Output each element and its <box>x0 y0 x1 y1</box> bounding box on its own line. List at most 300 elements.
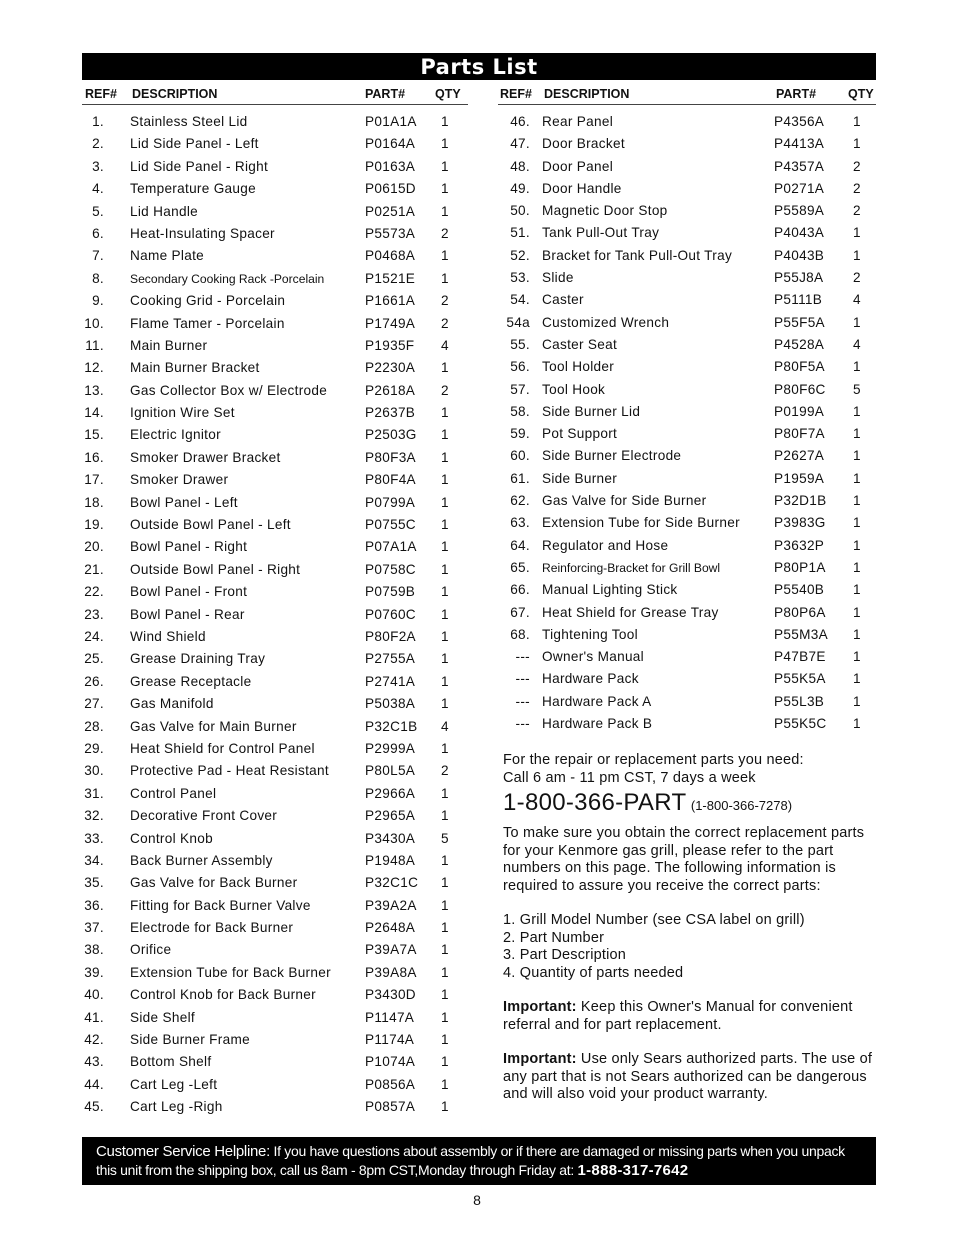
part-ref: 16. <box>84 449 104 465</box>
part-number: P1959A <box>774 470 825 486</box>
part-ref: 18. <box>84 494 104 510</box>
part-description: Bowl Panel - Rear <box>130 606 245 622</box>
part-qty: 1 <box>441 158 449 174</box>
part-description: Electric Ignitor <box>130 427 221 443</box>
part-ref: 22. <box>84 584 104 600</box>
part-qty: 5 <box>441 830 449 846</box>
part-number: P5038A <box>365 696 416 712</box>
part-description: Door Handle <box>542 180 622 196</box>
part-description: Door Bracket <box>542 136 625 152</box>
part-ref: 44. <box>84 1076 104 1092</box>
table-row <box>498 603 876 625</box>
part-description: Gas Valve for Main Burner <box>130 718 297 734</box>
part-description: Side Burner Electrode <box>542 448 682 464</box>
instruction-item: 2. Part Number <box>503 929 605 946</box>
part-number: P3632P <box>774 537 825 553</box>
part-description: Gas Manifold <box>130 696 214 712</box>
table-row <box>498 402 876 424</box>
part-ref: 11. <box>85 337 104 353</box>
part-number: P2965A <box>365 808 416 824</box>
part-qty: 1 <box>441 248 449 264</box>
part-description: Lid Side Panel - Right <box>130 158 269 174</box>
part-number: P4413A <box>774 136 825 152</box>
part-ref: 37. <box>84 920 104 936</box>
part-number: P1074A <box>365 1054 416 1070</box>
part-ref: 23. <box>84 606 104 622</box>
part-description: Tank Pull-Out Tray <box>542 225 660 241</box>
part-number: P2627A <box>774 448 825 464</box>
part-ref: 60. <box>510 448 530 464</box>
part-number: P80P1A <box>774 559 826 575</box>
instructions-intro: To make sure you obtain the correct replacement parts for your Kenmore gas grill, please refer to the part numbers on this page. The following information is required to assure you receive the correct parts: <box>503 825 865 894</box>
part-number: P0856A <box>365 1076 416 1092</box>
important-note-1 <box>503 999 875 1034</box>
part-qty: 1 <box>441 852 449 868</box>
part-number: P80F2A <box>365 628 416 644</box>
part-qty: 1 <box>441 203 449 219</box>
part-qty: 1 <box>853 693 861 709</box>
part-qty: 1 <box>441 897 449 913</box>
table-row <box>82 425 468 447</box>
part-number: P39A2A <box>365 897 417 913</box>
table-row <box>82 493 468 515</box>
part-qty: 1 <box>441 1054 449 1070</box>
part-description: Flame Tamer - Porcelain <box>130 315 285 331</box>
part-ref: 33. <box>84 830 104 846</box>
part-description: Extension Tube for Side Burner <box>542 515 740 531</box>
part-qty: 1 <box>853 448 861 464</box>
part-qty: 1 <box>441 517 449 533</box>
table-row <box>498 491 876 513</box>
part-description: Name Plate <box>130 248 205 264</box>
part-ref: 17. <box>84 472 104 488</box>
part-qty: 1 <box>853 493 861 509</box>
table-row <box>82 560 468 582</box>
parts-table-right <box>498 86 876 736</box>
table-row <box>498 268 876 290</box>
part-number: P4528A <box>774 336 825 352</box>
part-ref: 39. <box>84 964 104 980</box>
part-number: P2637B <box>365 405 416 421</box>
table-row <box>82 224 468 246</box>
header-part: PART# <box>776 87 817 101</box>
part-ref: 4. <box>92 181 104 197</box>
instruction-item: 4. Quantity of parts needed <box>503 964 684 981</box>
part-number: P55M3A <box>774 626 828 642</box>
important-label: Important: <box>503 1051 577 1067</box>
part-qty: 1 <box>441 449 449 465</box>
part-number: P32C1B <box>365 718 418 734</box>
part-number: P0760C <box>365 606 416 622</box>
table-row <box>82 358 468 380</box>
table-row <box>498 669 876 691</box>
part-number: P1174A <box>365 1032 415 1048</box>
part-number: P47B7E <box>774 649 826 665</box>
parts-list-right <box>498 112 876 736</box>
part-number: P80P6A <box>774 604 826 620</box>
header-description: DESCRIPTION <box>544 87 630 101</box>
part-ref: 59. <box>510 426 530 442</box>
part-description: Caster <box>542 292 584 308</box>
table-row <box>498 580 876 602</box>
table-row <box>498 558 876 580</box>
part-qty: 1 <box>441 1009 449 1025</box>
table-row <box>498 714 876 736</box>
part-ref: 61. <box>510 470 530 486</box>
important-label: Important: <box>503 999 577 1015</box>
part-description: Control Knob <box>130 830 213 846</box>
part-number: P2503G <box>365 427 417 443</box>
part-qty: 1 <box>441 875 449 891</box>
repair-phone-numeric: (1-800-366-7278) <box>690 798 793 813</box>
table-header <box>82 86 468 105</box>
part-description: Control Panel <box>130 785 217 801</box>
part-qty: 1 <box>853 626 861 642</box>
part-number: P0755C <box>365 517 416 533</box>
table-row <box>82 918 468 940</box>
part-ref: 46. <box>510 114 530 129</box>
part-ref: 34. <box>84 852 104 868</box>
table-row <box>498 246 876 268</box>
part-number: P0164A <box>365 136 416 152</box>
table-row <box>82 761 468 783</box>
part-number: P32C1C <box>365 875 419 891</box>
part-qty: 4 <box>853 292 861 308</box>
table-row <box>82 963 468 985</box>
part-description: Side Burner Lid <box>542 403 641 419</box>
parts-table-left <box>82 86 468 1120</box>
part-qty: 1 <box>441 360 449 376</box>
part-ref: 26. <box>84 673 104 689</box>
part-ref: 53. <box>510 270 530 286</box>
part-description: Caster Seat <box>542 336 618 352</box>
table-row <box>82 739 468 761</box>
part-number: P55K5A <box>774 671 826 687</box>
part-ref: 41. <box>84 1009 104 1025</box>
part-ref: 62. <box>510 493 530 509</box>
helpline-phone: 1-888-317-7642 <box>577 1162 689 1179</box>
part-ref: 25. <box>84 651 104 667</box>
part-ref: 68. <box>510 626 530 642</box>
part-ref: 57. <box>510 381 530 397</box>
part-number: P4357A <box>774 158 825 174</box>
table-row <box>82 806 468 828</box>
part-description: Owner's Manual <box>542 649 644 665</box>
part-number: P4356A <box>774 114 825 129</box>
part-description: Tool Hook <box>542 381 606 397</box>
table-row <box>82 202 468 224</box>
table-row <box>498 469 876 491</box>
part-number: P0799A <box>365 494 416 510</box>
part-qty: 1 <box>441 494 449 510</box>
part-description: Smoker Drawer <box>130 472 229 488</box>
part-ref: 67. <box>510 604 530 620</box>
table-row <box>82 314 468 336</box>
table-row <box>82 582 468 604</box>
part-number: P0271A <box>774 180 825 196</box>
part-description: Lid Side Panel - Left <box>130 136 259 152</box>
part-qty: 2 <box>441 763 449 779</box>
table-row <box>82 448 468 470</box>
part-number: P0163A <box>365 158 416 174</box>
part-qty: 1 <box>441 1076 449 1092</box>
table-header <box>498 86 876 105</box>
part-number: P5111B <box>774 292 823 308</box>
part-description: Secondary Cooking Rack -Porcelain <box>130 271 325 286</box>
part-number: P2966A <box>365 785 416 801</box>
table-row <box>82 336 468 358</box>
part-number: P2999A <box>365 740 416 756</box>
part-number: P3430A <box>365 830 416 846</box>
page-title: Parts List <box>82 53 876 80</box>
part-number: P1935F <box>365 337 415 353</box>
part-description: Outside Bowl Panel - Left <box>130 517 291 533</box>
header-part: PART# <box>365 87 406 101</box>
table-row <box>498 692 876 714</box>
part-qty: 5 <box>853 381 861 397</box>
part-qty: 1 <box>441 740 449 756</box>
table-row <box>82 717 468 739</box>
parts-list-left <box>82 112 468 1120</box>
part-description: Hardware Pack A <box>542 693 652 709</box>
part-description: Cart Leg -Righ <box>130 1099 223 1115</box>
part-number: P2741A <box>365 673 416 689</box>
part-description: Stainless Steel Lid <box>130 114 248 129</box>
part-number: P0759B <box>365 584 416 600</box>
part-description: Grease Receptacle <box>130 673 252 689</box>
part-qty: 2 <box>853 270 861 286</box>
part-ref: 27. <box>84 696 104 712</box>
part-ref: 36. <box>84 897 104 913</box>
part-qty: 1 <box>853 582 861 598</box>
part-description: Decorative Front Cover <box>130 808 278 824</box>
part-description: Heat Shield for Control Panel <box>130 740 315 756</box>
part-number: P0199A <box>774 403 825 419</box>
part-ref: 51. <box>510 225 530 241</box>
part-ref: 52. <box>510 247 530 263</box>
part-number: P32D1B <box>774 493 827 509</box>
table-row <box>82 605 468 627</box>
part-number: P80F6C <box>774 381 826 397</box>
part-number: P0251A <box>365 203 416 219</box>
part-ref: 30. <box>84 763 104 779</box>
part-qty: 1 <box>853 314 861 330</box>
part-ref: 24. <box>84 628 104 644</box>
part-number: P2230A <box>365 360 416 376</box>
part-ref: 14. <box>84 405 104 421</box>
table-row <box>82 403 468 425</box>
table-row <box>82 515 468 537</box>
part-description: Lid Handle <box>130 203 198 219</box>
part-ref: --- <box>515 716 530 732</box>
part-number: P55K5C <box>774 716 827 732</box>
part-qty: 1 <box>441 539 449 555</box>
table-row <box>82 985 468 1007</box>
part-ref: 29. <box>84 740 104 756</box>
part-ref: 32. <box>84 808 104 824</box>
part-ref: 2. <box>92 136 104 152</box>
part-number: P80F7A <box>774 426 825 442</box>
part-description: Electrode for Back Burner <box>130 920 294 936</box>
part-ref: 1. <box>92 114 104 129</box>
part-number: P39A8A <box>365 964 417 980</box>
part-ref: 28. <box>84 718 104 734</box>
table-row <box>82 784 468 806</box>
part-qty: 1 <box>853 671 861 687</box>
part-ref: 19. <box>84 517 104 533</box>
part-description: Cooking Grid - Porcelain <box>130 293 286 309</box>
part-qty: 2 <box>441 225 449 241</box>
table-row <box>82 1030 468 1052</box>
part-qty: 1 <box>441 427 449 443</box>
table-row <box>82 627 468 649</box>
part-qty: 2 <box>441 293 449 309</box>
part-ref: 63. <box>510 515 530 531</box>
table-row <box>82 470 468 492</box>
part-ref: 8. <box>92 270 104 286</box>
part-description: Protective Pad - Heat Resistant <box>130 763 329 779</box>
table-row <box>498 424 876 446</box>
part-number: P1661A <box>365 293 416 309</box>
part-number: P80L5A <box>365 763 416 779</box>
part-ref: 35. <box>84 875 104 891</box>
part-qty: 1 <box>853 426 861 442</box>
part-qty: 1 <box>853 559 861 575</box>
page-number: 8 <box>473 1192 481 1208</box>
part-qty: 1 <box>853 470 861 486</box>
part-qty: 1 <box>853 537 861 553</box>
part-description: Door Panel <box>542 158 614 174</box>
table-row <box>82 246 468 268</box>
part-description: Bowl Panel - Front <box>130 584 248 600</box>
part-ref: 49. <box>510 180 530 196</box>
part-description: Rear Panel <box>542 114 614 129</box>
table-row <box>82 1008 468 1030</box>
part-ref: 6. <box>92 225 104 241</box>
part-qty: 1 <box>853 604 861 620</box>
part-number: P0615D <box>365 181 416 197</box>
part-qty: 2 <box>441 382 449 398</box>
part-qty: 1 <box>853 515 861 531</box>
part-description: Bowl Panel - Left <box>130 494 238 510</box>
table-row <box>82 537 468 559</box>
table-row <box>82 1075 468 1097</box>
table-row <box>498 157 876 179</box>
part-number: P07A1A <box>365 539 417 555</box>
part-ref: 45. <box>84 1099 104 1115</box>
part-qty: 4 <box>441 718 449 734</box>
part-qty: 2 <box>441 315 449 331</box>
part-description: Smoker Drawer Bracket <box>130 449 281 465</box>
table-row <box>82 134 468 156</box>
part-qty: 1 <box>441 114 449 129</box>
part-description: Ignition Wire Set <box>130 405 235 421</box>
part-description: Tool Holder <box>542 359 615 375</box>
part-ref: 47. <box>510 136 530 152</box>
table-row <box>82 694 468 716</box>
customer-service-helpline <box>82 1137 876 1185</box>
part-qty: 1 <box>441 808 449 824</box>
part-ref: --- <box>515 649 530 665</box>
table-row <box>82 649 468 671</box>
header-ref: REF# <box>500 87 532 101</box>
repair-line-1: For the repair or replacement parts you need: <box>503 752 804 768</box>
header-qty: QTY <box>848 87 874 101</box>
table-row <box>82 829 468 851</box>
part-description: Heat Shield for Grease Tray <box>542 604 719 620</box>
header-qty: QTY <box>435 87 461 101</box>
table-row <box>498 179 876 201</box>
table-row <box>82 873 468 895</box>
table-row <box>498 647 876 669</box>
part-qty: 1 <box>441 920 449 936</box>
instructions-list <box>503 912 875 982</box>
table-row <box>82 1097 468 1119</box>
part-description: Tightening Tool <box>542 626 638 642</box>
header-description: DESCRIPTION <box>132 87 218 101</box>
part-qty: 1 <box>441 628 449 644</box>
part-qty: 1 <box>441 785 449 801</box>
part-number: P0857A <box>365 1099 416 1115</box>
part-qty: 1 <box>441 561 449 577</box>
part-description: Control Knob for Back Burner <box>130 987 316 1003</box>
part-qty: 1 <box>441 1099 449 1115</box>
part-qty: 2 <box>853 158 861 174</box>
part-number: P0468A <box>365 248 416 264</box>
part-number: P2648A <box>365 920 416 936</box>
repair-phone-letters: 1-800-366-PART <box>503 789 687 816</box>
part-number: P01A1A <box>365 114 417 129</box>
part-ref: 66. <box>510 582 530 598</box>
part-qty: 1 <box>853 359 861 375</box>
part-qty: 1 <box>441 942 449 958</box>
part-ref: 50. <box>510 203 530 219</box>
part-ref: 38. <box>84 942 104 958</box>
part-ref: 58. <box>510 403 530 419</box>
table-row <box>82 896 468 918</box>
header-ref: REF# <box>85 87 117 101</box>
part-number: P80F4A <box>365 472 416 488</box>
part-description: Hardware Pack B <box>542 716 653 732</box>
part-ref: 7. <box>92 248 104 264</box>
part-number: P4043A <box>774 225 825 241</box>
part-number: P0758C <box>365 561 416 577</box>
instruction-item: 3. Part Description <box>503 947 627 963</box>
part-qty: 1 <box>441 964 449 980</box>
part-qty: 1 <box>441 136 449 152</box>
part-ref: 55. <box>510 336 530 352</box>
part-description: Customized Wrench <box>542 314 670 330</box>
part-description: Reinforcing-Bracket for Grill Bowl <box>542 560 721 575</box>
table-row <box>498 223 876 245</box>
part-qty: 1 <box>441 1032 449 1048</box>
part-qty: 2 <box>853 180 861 196</box>
part-ref: 42. <box>84 1032 104 1048</box>
table-row <box>498 513 876 535</box>
part-ref: --- <box>515 671 530 687</box>
part-ref: 56. <box>510 359 530 375</box>
table-row <box>82 381 468 403</box>
part-number: P55F5A <box>774 314 825 330</box>
part-number: P5589A <box>774 203 825 219</box>
table-row <box>498 380 876 402</box>
part-number: P55J8A <box>774 270 824 286</box>
part-qty: 1 <box>441 696 449 712</box>
important-text: Keep this Owner's Manual for convenient referral and for part replacement. <box>503 999 853 1033</box>
part-ref: 10. <box>84 315 104 331</box>
part-ref: --- <box>515 693 530 709</box>
table-row <box>498 290 876 312</box>
